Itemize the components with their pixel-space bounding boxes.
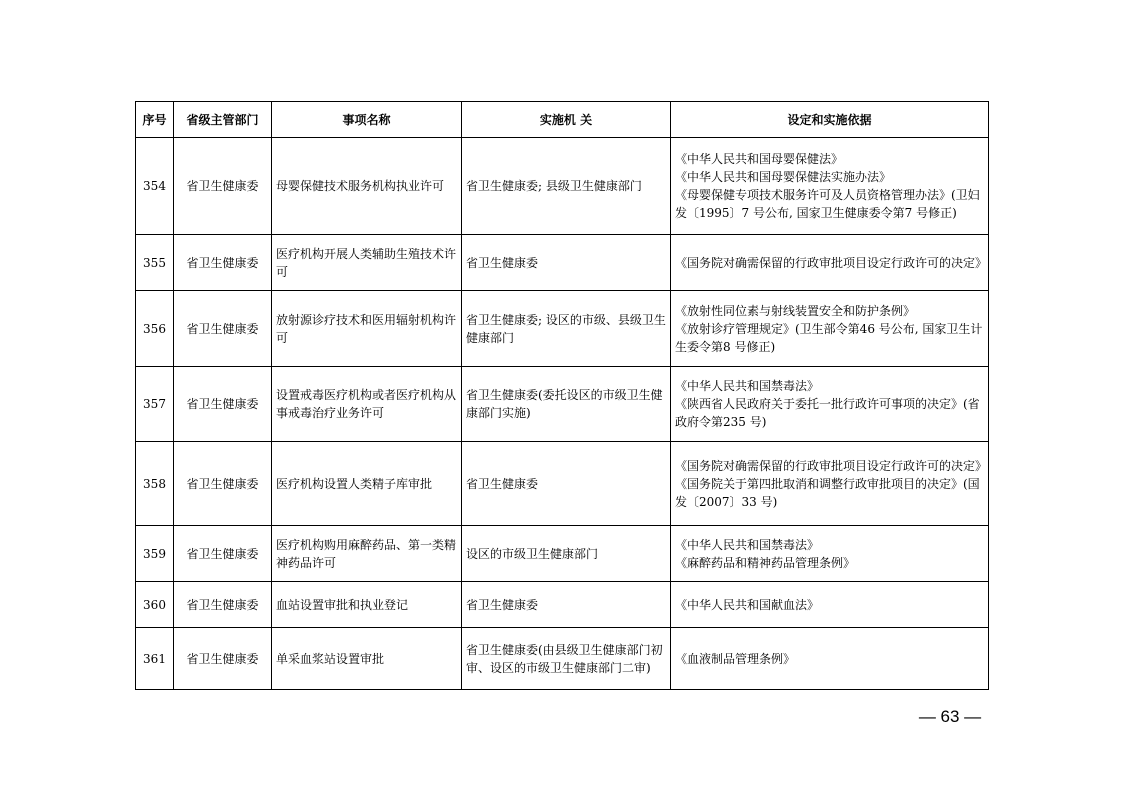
row-implementing-agency: 省卫生健康委 [462,235,671,291]
row-legal-basis [671,628,989,690]
header-serial-number: 序号 [136,102,174,138]
table-row [136,582,989,628]
row-legal-basis [671,367,989,442]
row-implementing-agency: 省卫生健康委(由县级卫生健康部门初审、设区的市级卫生健康部门二审) [462,628,671,690]
row-legal-basis [671,235,989,291]
basis-line: 《陕西省人民政府关于委托一批行政许可事项的决定》(省政府令第235 号) [675,397,980,429]
row-implementing-agency: 省卫生健康委(委托设区的市级卫生健康部门实施) [462,367,671,442]
row-department: 省卫生健康委 [174,138,272,235]
row-serial-number: 356 [136,291,174,367]
row-legal-basis [671,291,989,367]
basis-line: 《国务院对确需保留的行政审批项目设定行政许可的决定》 [675,255,988,270]
row-item-name: 医疗机构开展人类辅助生殖技术许可 [272,235,462,291]
row-serial-number: 355 [136,235,174,291]
table-row [136,235,989,291]
basis-line: 《中华人民共和国禁毒法》 [675,379,820,393]
row-item-name: 血站设置审批和执业登记 [272,582,462,628]
basis-line: 《放射诊疗管理规定》(卫生部令第46 号公布, 国家卫生计生委令第8 号修正) [675,321,983,354]
header-legal-basis: 设定和实施依据 [671,102,989,138]
row-legal-basis [671,442,989,526]
row-item-name: 设置戒毒医疗机构或者医疗机构从事戒毒治疗业务许可 [272,367,462,442]
licensing-items-table [135,101,989,690]
row-serial-number: 358 [136,442,174,526]
row-item-name: 医疗机构购用麻醉药品、第一类精神药品许可 [272,526,462,582]
row-implementing-agency: 设区的市级卫生健康部门 [462,526,671,582]
row-department: 省卫生健康委 [174,628,272,690]
table-row [136,367,989,442]
basis-line: 《国务院对确需保留的行政审批项目设定行政许可的决定》 [675,458,988,473]
row-serial-number: 359 [136,526,174,582]
table-row [136,291,989,367]
table-row [136,442,989,526]
row-legal-basis [671,582,989,628]
header-implementing-agency: 实施机 关 [462,102,671,138]
basis-line: 《国务院关于第四批取消和调整行政审批项目的决定》(国发〔2007〕33 号) [675,476,980,509]
row-legal-basis [671,138,989,235]
row-item-name: 母婴保健技术服务机构执业许可 [272,138,462,235]
table-row [136,526,989,582]
table-row [136,628,989,690]
basis-line: 《血液制品管理条例》 [675,651,796,666]
row-implementing-agency: 省卫生健康委; 设区的市级、县级卫生健康部门 [462,291,671,367]
row-implementing-agency: 省卫生健康委 [462,582,671,628]
basis-line: 《麻醉药品和精神药品管理条例》 [675,555,856,570]
row-department: 省卫生健康委 [174,582,272,628]
row-legal-basis [671,526,989,582]
basis-line: 《中华人民共和国献血法》 [675,597,820,612]
row-department: 省卫生健康委 [174,442,272,526]
row-department: 省卫生健康委 [174,526,272,582]
row-item-name: 单采血浆站设置审批 [272,628,462,690]
basis-line: 《中华人民共和国母婴保健法实施办法》 [675,170,892,184]
header-item-name: 事项名称 [272,102,462,138]
row-implementing-agency: 省卫生健康委; 县级卫生健康部门 [462,138,671,235]
basis-line: 《中华人民共和国母婴保健法》 [675,152,844,166]
row-serial-number: 357 [136,367,174,442]
basis-line: 《放射性同位素与射线装置安全和防护条例》 [675,303,916,318]
row-serial-number: 354 [136,138,174,235]
row-item-name: 放射源诊疗技术和医用辐射机构许可 [272,291,462,367]
row-department: 省卫生健康委 [174,235,272,291]
header-department: 省级主管部门 [174,102,272,138]
basis-line: 《母婴保健专项技术服务许可及人员资格管理办法》(卫妇发〔1995〕7 号公布, 国家卫生健康委令第7 号修正) [675,188,980,220]
row-serial-number: 361 [136,628,174,690]
table-row [136,138,989,235]
basis-line: 《中华人民共和国禁毒法》 [675,537,820,552]
row-item-name: 医疗机构设置人类精子库审批 [272,442,462,526]
table-header-row [136,102,989,138]
row-serial-number: 360 [136,582,174,628]
row-implementing-agency: 省卫生健康委 [462,442,671,526]
row-department: 省卫生健康委 [174,291,272,367]
row-department: 省卫生健康委 [174,367,272,442]
page-number: — 63 — [918,707,982,726]
